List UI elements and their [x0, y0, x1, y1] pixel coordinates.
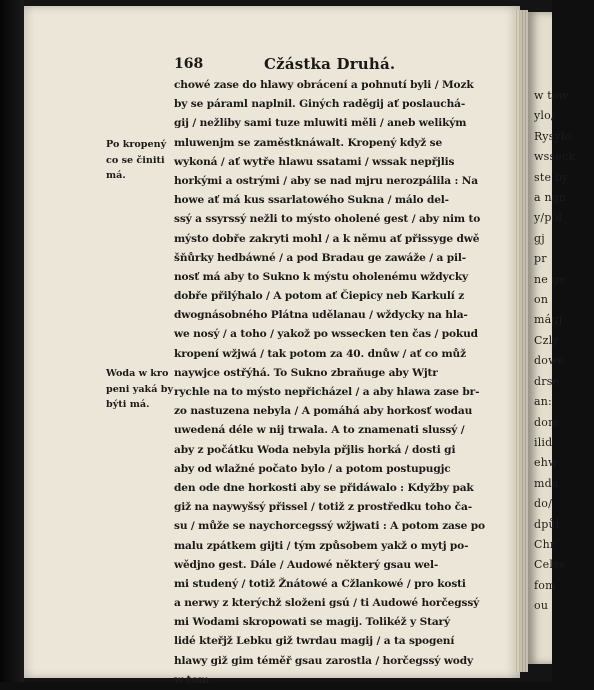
text-line: dobře přilýhalo / A potom ať Čiepicy neb Karkulí z	[174, 290, 465, 303]
margin-note-after-treatment	[106, 137, 172, 184]
text-line: wědjno gest. Dále / Audowé některý gsau wel-	[174, 558, 439, 571]
page-header	[174, 54, 474, 76]
text-line: gij / nežliby sami tuze mluwiti měli / aneb welikým	[174, 117, 467, 130]
margin-note-line: má.	[106, 170, 126, 181]
facing-page-line: dpůl	[534, 517, 560, 531]
facing-page-line: dom	[534, 415, 559, 429]
margin-note-line: co se činiti	[106, 154, 165, 166]
facing-page-text	[534, 86, 594, 617]
text-line: dwognásobného Plátna udělanau / wždycky na hla-	[174, 309, 468, 322]
facing-page-line: mágj	[534, 313, 563, 327]
facing-page-line: dowe	[534, 354, 565, 368]
main-text-block	[174, 76, 496, 690]
margin-note-line: Woda w kro	[106, 368, 169, 379]
text-line: lidé kteřjž Lebku giž twrdau magij / a ta spogení	[174, 635, 455, 648]
text-line: den ode dne horkosti aby se přidáwalo : Kdyžby pak	[174, 481, 474, 494]
text-line: kropení wžjwá / tak potom za 40. dnůw / ať co můž	[174, 347, 466, 360]
text-line: naywjce ostřýhá. To Sukno zbraňuge aby Wjtr	[174, 366, 438, 379]
text-line: aby od wlažné počato bylo / a potom postupugjc	[174, 462, 451, 475]
facing-page-line: ne ge	[534, 272, 566, 286]
text-line: hlawy giž gim téměř gsau zarostla / horčegssý wody	[174, 654, 473, 667]
text-line: šňůrky hedbáwné / a pod Bradau ge zawáže / a pil-	[174, 251, 467, 264]
text-line: horkými a ostrými / aby se nad mjru nerozpálila : Na	[174, 174, 478, 187]
text-line: a nerwy z kterýchž složeni gsú / ti Audowé horčegssý	[174, 597, 480, 610]
facing-page-line: ilid	[534, 435, 553, 449]
facing-page-line: on	[534, 293, 549, 307]
text-line: mýsto dobře zakryti mohl / a k němu ať přissyge dwě	[174, 232, 480, 245]
text-line: mluwenjm se zaměstknáwalt. Kropený když se	[174, 136, 443, 149]
text-line: wykoná / ať wytře hlawu ssatami / wssak nepřjlis	[174, 155, 455, 168]
text-line: giž na naywyšsý přissel / totiž z prostředku toho ča-	[174, 501, 472, 514]
text-line: w tom	[174, 673, 210, 686]
facing-page-line: wsseck	[534, 150, 576, 164]
text-line: mi Wodami skropowati se magij. Tolikéž y Starý	[174, 616, 450, 629]
running-head: Cžástka Druhá.	[264, 55, 396, 73]
facing-page-line: Czly	[534, 333, 559, 347]
text-line: we nosý / a toho / yakož po wssecken ten čas / pokud	[174, 328, 478, 341]
margin-note-line: Po kropený	[106, 139, 167, 150]
binding-shadow	[0, 0, 24, 682]
text-line: zo nastuzena nebyla / A pomáhá aby horkosť wodau	[174, 405, 473, 418]
margin-note-line: býti má.	[106, 399, 150, 410]
facing-page-line: mda	[534, 476, 559, 490]
text-line: aby z počátku Woda nebyla přjlis horká / dosti gi	[174, 443, 456, 456]
text-line: ssý a ssyrssý nežli to mýsto oholené gest / aby nim to	[174, 213, 481, 226]
facing-page-line: ou	[534, 599, 549, 613]
facing-page-line: pr	[534, 252, 547, 266]
text-line: uwedená déle w nij trwala. A to znamenati slussý /	[174, 424, 465, 437]
facing-page-line: ehw	[534, 456, 558, 470]
facing-page-line: an:	[534, 395, 552, 409]
facing-page	[528, 12, 576, 664]
facing-page-line: y/pol	[534, 211, 563, 225]
facing-page-line: Rysýlo	[534, 129, 572, 143]
facing-page-line: do/	[534, 497, 552, 511]
facing-page-line: ylo/	[534, 109, 555, 123]
facing-page-line: fom	[534, 578, 556, 592]
facing-page-line: a ngn	[534, 191, 567, 205]
text-line: malu zpátkem gijti / tým způsobem yakž o mytj po-	[174, 539, 469, 552]
page-edges	[514, 10, 528, 672]
margin-note-water-temperature	[106, 366, 172, 413]
text-line: nosť má aby to Sukno k mýstu oholenému wždycky	[174, 270, 469, 283]
facing-page-line: ste by	[534, 170, 569, 184]
text-line: mi studený / totiž Žnátowé a Cžlankowé / pro kosti	[174, 577, 466, 590]
text-line: su / může se naychorcegssý wžjwati : A potom zase po	[174, 520, 485, 533]
facing-page-line: drse	[534, 374, 560, 388]
facing-page-line: gj	[534, 231, 545, 245]
margin-note-line: peni yaká by	[106, 383, 174, 395]
text-line: by se páraml naplnil. Giných raděgij ať poslauchá-	[174, 98, 466, 111]
facing-page-line: w tow	[534, 89, 569, 102]
facing-page-line: Chr	[534, 537, 556, 551]
text-line: howe ať má kus ssarlatowého Sukna / málo del-	[174, 194, 449, 207]
page-number: 168	[174, 56, 204, 72]
text-line: rychle na to mýsto nepřicházel / a aby hlawa zase br-	[174, 386, 480, 398]
text-line: chowé zase do hlawy obrácení a pohnutí byli / Mozk	[174, 79, 474, 91]
facing-page-line: Celss	[534, 558, 565, 572]
